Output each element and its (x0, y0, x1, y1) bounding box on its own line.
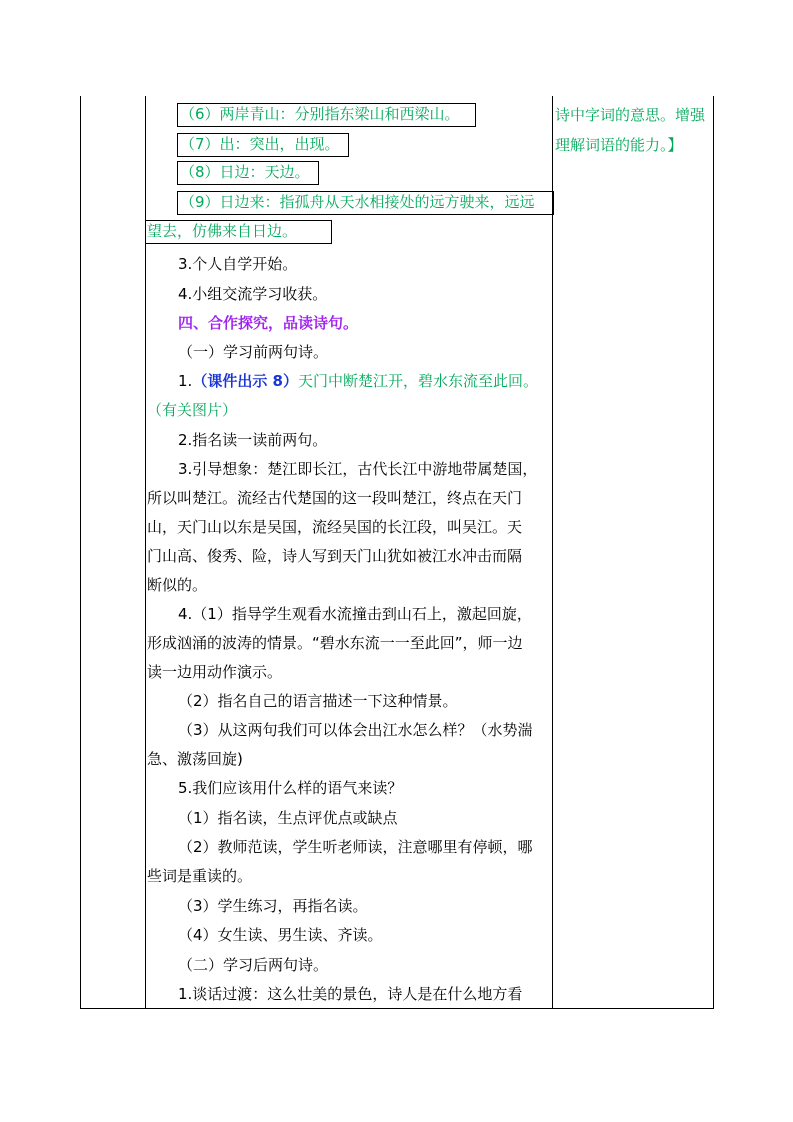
table-border-left (80, 96, 81, 1009)
vocab-item-9-line2: 望去，仿佛来自日边。 (147, 222, 298, 240)
table-border-bottom (80, 1008, 714, 1009)
vocab-item-9-line1: （9）日边来：指孤舟从天水相接处的远方驶来，远远 (180, 193, 535, 211)
part-1-heading: （一）学习前两句诗。 (178, 343, 329, 361)
item-3-line3: 山，天门山以东是吴国，流经吴国的长江段，叫吴江。天 (147, 518, 523, 536)
table-border-inner-right (552, 96, 553, 1009)
section-4-heading: 四、合作探究，品读诗句。 (178, 314, 359, 332)
item-1-courseware: （课件出示 8） (192, 372, 298, 390)
item-4-3-line1: （3）从这两句我们可以体会出江水怎么样？（水势湍 (178, 721, 533, 739)
item-4-line2: 形成汹涌的波涛的情景。“碧水东流一一至此回”，师一边 (147, 634, 523, 652)
vocab-item-8: （8）日边：天边。 (180, 163, 310, 181)
item-1-image-note: （有关图片） (147, 401, 238, 419)
item-3-line1: 3.引导想象：楚江即长江，古代长江中游地带属楚国， (178, 460, 538, 478)
part-2-item-1: 1.谈话过渡：这么壮美的景色，诗人是在什么地方看 (178, 985, 523, 1003)
item-4-line1: 4.（1）指导学生观看水流撞击到山石上，激起回旋， (178, 605, 532, 623)
item-5-2-line1: （2）教师范读，学生听老师读，注意哪里有停顿，哪 (178, 838, 533, 856)
item-1-prefix: 1. (178, 372, 193, 390)
item-5-1: （1）指名读，生点评优点或缺点 (178, 809, 398, 827)
item-4-line3: 读一边用动作演示。 (147, 663, 283, 681)
item-3-line2: 所以叫楚江。流经古代楚国的这一段叫楚江，终点在天门 (147, 489, 523, 507)
item-5-2-line2: 些词是重读的。 (147, 867, 253, 885)
item-5: 5.我们应该用什么样的语气来读？ (178, 779, 403, 797)
item-1-line (178, 371, 538, 391)
sidebar-note-line1: 诗中字词的意思。增强 (555, 106, 706, 124)
sidebar-note-line2: 理解词语的能力。】 (555, 136, 683, 154)
part-2-heading: （二）学习后两句诗。 (178, 956, 329, 974)
item-3-line5: 断似的。 (147, 576, 208, 594)
vocab-item-7: （7）出：突出，出现。 (180, 135, 340, 153)
item-5-4: （4）女生读、男生读、齐读。 (178, 926, 383, 944)
step-4: 4.小组交流学习收获。 (178, 285, 328, 303)
item-4-3-line2: 急、激荡回旋) (147, 750, 243, 768)
item-5-3: （3）学生练习，再指名读。 (178, 897, 368, 915)
vocab-item-6: （6）两岸青山：分别指东梁山和西梁山。 (180, 105, 460, 123)
table-border-right (713, 96, 714, 1009)
item-4-2: （2）指名自己的语言描述一下这种情景。 (178, 692, 458, 710)
step-3: 3.个人自学开始。 (178, 255, 298, 273)
item-2: 2.指名读一读前两句。 (178, 431, 328, 449)
item-1-poem: 天门中断楚江开，碧水东流至此回。 (297, 372, 538, 390)
item-3-line4: 门山高、俊秀、险，诗人写到天门山犹如被江水冲击而隔 (147, 547, 523, 565)
